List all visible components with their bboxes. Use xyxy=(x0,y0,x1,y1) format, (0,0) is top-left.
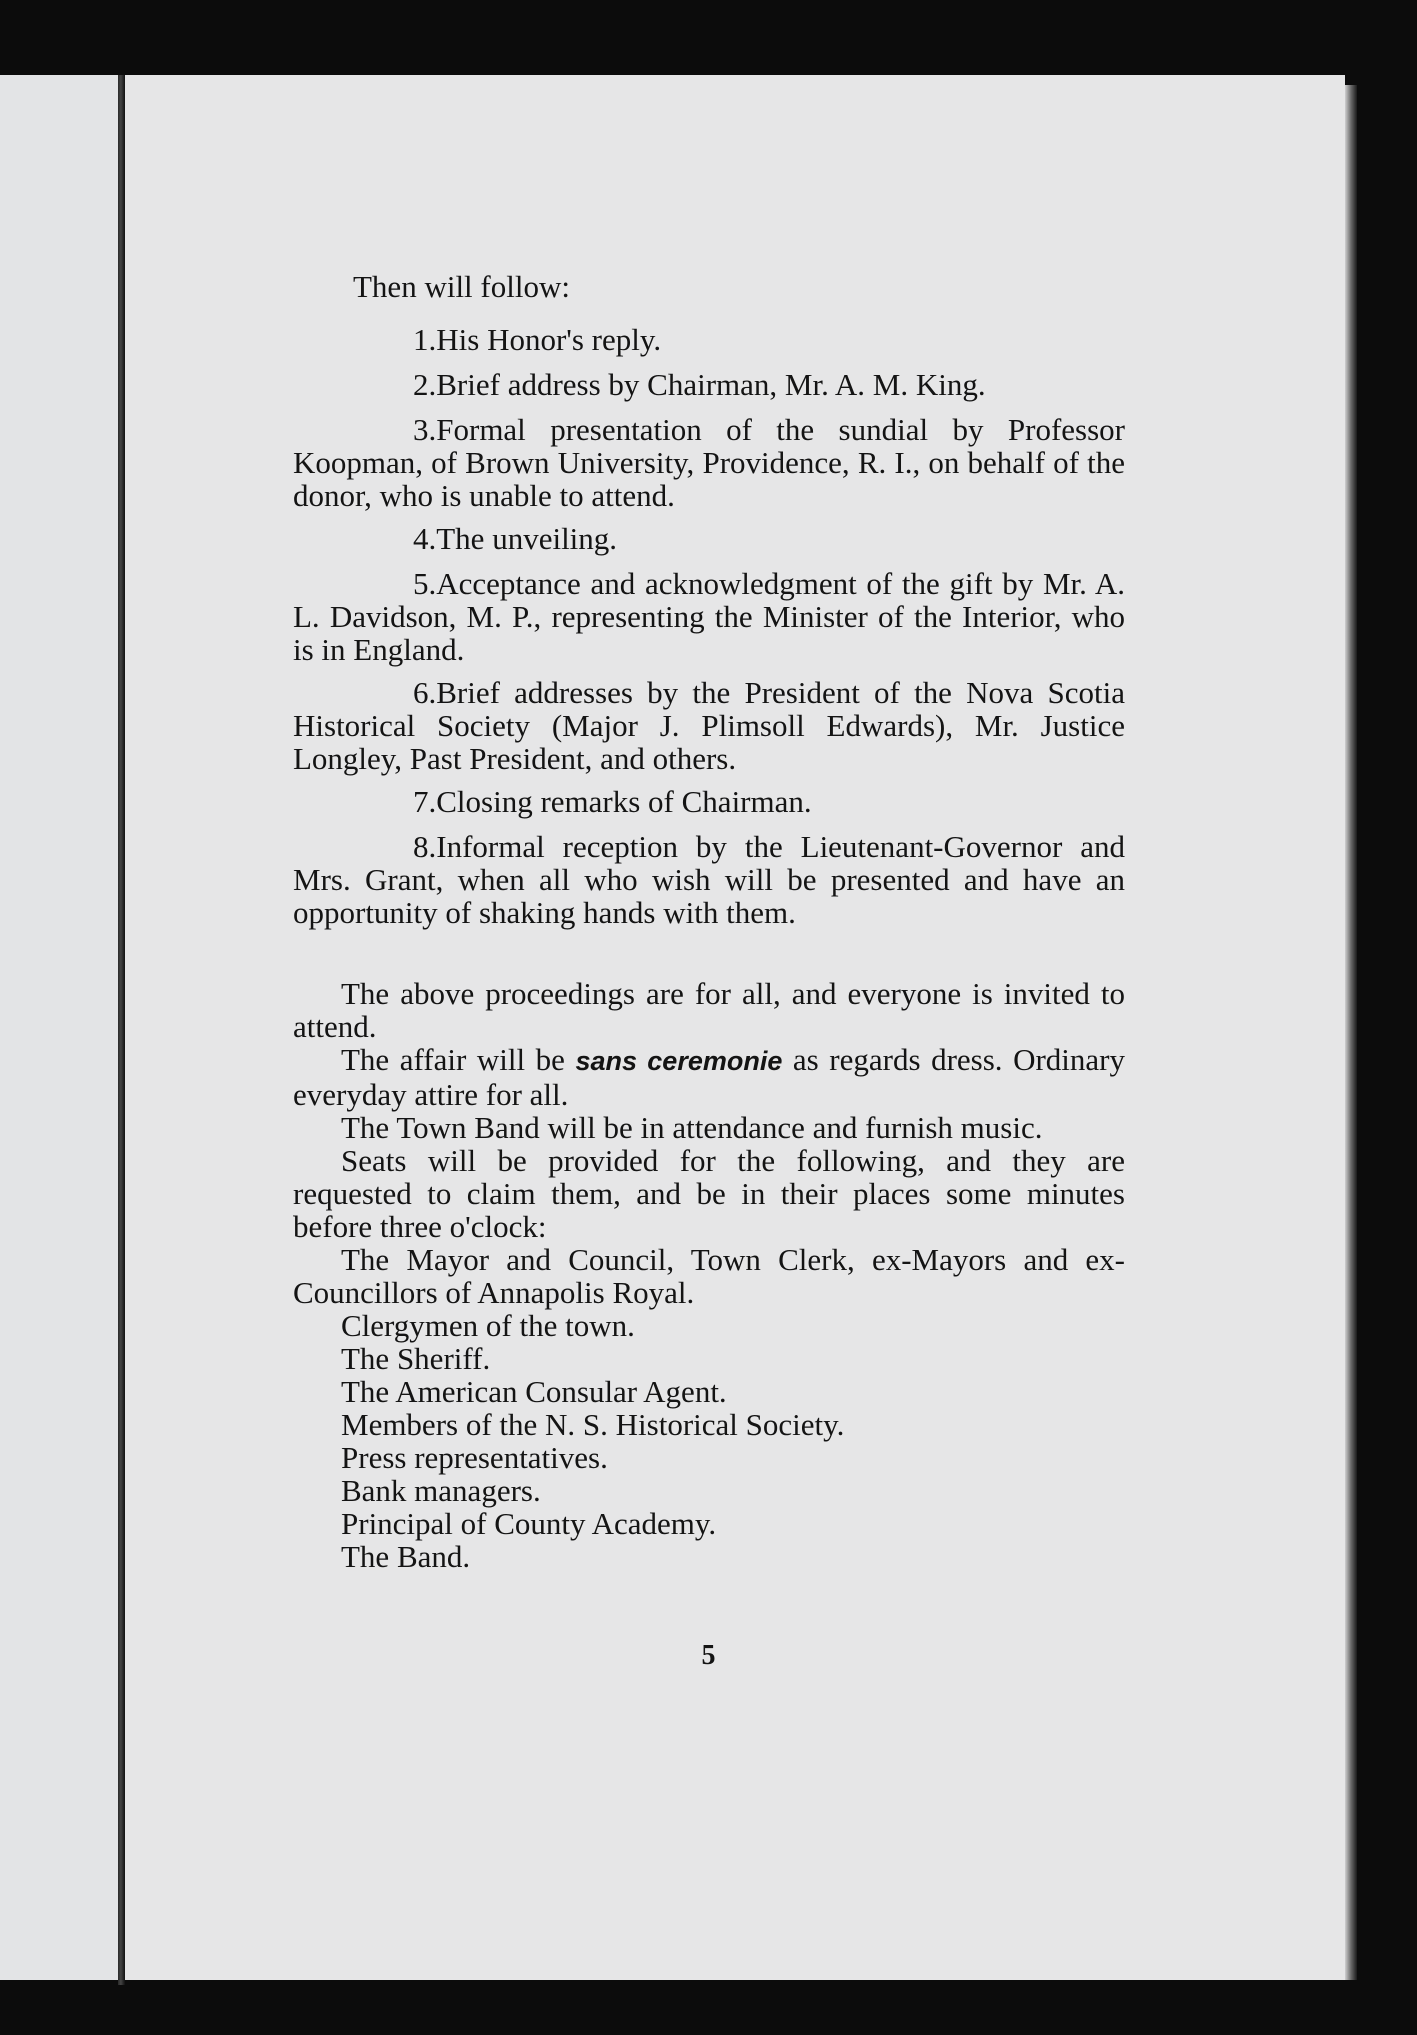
seat-list-item: Bank managers. xyxy=(341,1473,541,1508)
band-note: The Town Band will be in attendance and furnish music. xyxy=(341,1110,1043,1145)
previous-page-edge xyxy=(0,75,118,1980)
dress-emphasis: sans ceremonie xyxy=(575,1046,783,1076)
book-gutter xyxy=(118,75,125,1985)
item-number: 1. xyxy=(413,322,437,357)
seat-list-item: The Band. xyxy=(341,1539,471,1574)
item-text: Formal presentation of the sundial by Professor Koopman, of Brown University, Providence, R. I., on behalf of the donor, who is unable to attend. xyxy=(293,412,1125,513)
item-number: 7. xyxy=(413,784,437,819)
item-number: 4. xyxy=(413,521,437,556)
proceedings-note: The above proceedings are for all, and everyone is invited to attend. xyxy=(293,976,1125,1044)
program-item xyxy=(293,368,1125,401)
item-number: 8. xyxy=(413,829,437,864)
dress-note-end: as regards dress. Ordinary everyday attire for all. xyxy=(293,1042,1125,1112)
program-item xyxy=(293,413,1125,512)
program-item xyxy=(293,522,1125,555)
item-text: Brief address by Chairman, Mr. A. M. King. xyxy=(436,367,986,402)
page-right-edge xyxy=(1345,85,1357,1980)
item-number: 5. xyxy=(413,566,437,601)
program-item xyxy=(293,567,1125,666)
item-text: His Honor's reply. xyxy=(436,322,662,357)
item-text: The unveiling. xyxy=(436,521,618,556)
item-number: 6. xyxy=(413,675,437,710)
program-item xyxy=(293,323,1125,356)
intro-line: Then will follow: xyxy=(353,269,570,304)
dress-note-start: The affair will be xyxy=(341,1042,576,1077)
seat-list-item: Clergymen of the town. xyxy=(341,1308,635,1343)
notes-section xyxy=(293,977,1125,1573)
seat-list-item: The American Consular Agent. xyxy=(341,1374,727,1409)
item-text: Brief addresses by the President of the Nova Scotia Historical Society (Major J. Plimsoll Edwards), Mr. Justice Longley, Past President, and others. xyxy=(293,675,1125,776)
item-text: Closing remarks of Chairman. xyxy=(436,784,812,819)
seat-list-item: The Sheriff. xyxy=(341,1341,491,1376)
dress-note xyxy=(293,1043,1125,1111)
program-item xyxy=(293,785,1125,818)
item-number: 2. xyxy=(413,367,437,402)
seat-list-item: Principal of County Academy. xyxy=(341,1506,717,1541)
seat-list-item: Members of the N. S. Historical Society. xyxy=(341,1407,845,1442)
program-list xyxy=(293,323,1125,929)
item-number: 3. xyxy=(413,412,437,447)
mayor-note: The Mayor and Council, Town Clerk, ex-Mayors and ex-Councillors of Annapolis Royal. xyxy=(293,1242,1125,1310)
page-number: 5 xyxy=(701,1640,716,1671)
page-content xyxy=(293,270,1125,1573)
seat-list-item: Press representatives. xyxy=(341,1440,608,1475)
program-item xyxy=(293,830,1125,929)
item-text: Informal reception by the Lieutenant-Governor and Mrs. Grant, when all who wish will be presented and have an opportunity of shaking hands with them. xyxy=(293,829,1125,930)
item-text: Acceptance and acknowledgment of the gift by Mr. A. L. Davidson, M. P., representing the Minister of the Interior, who is in England. xyxy=(293,566,1125,667)
program-item xyxy=(293,676,1125,775)
seats-note: Seats will be provided for the following, and they are requested to claim them, and be in their places some minutes before three o'clock: xyxy=(293,1143,1125,1244)
